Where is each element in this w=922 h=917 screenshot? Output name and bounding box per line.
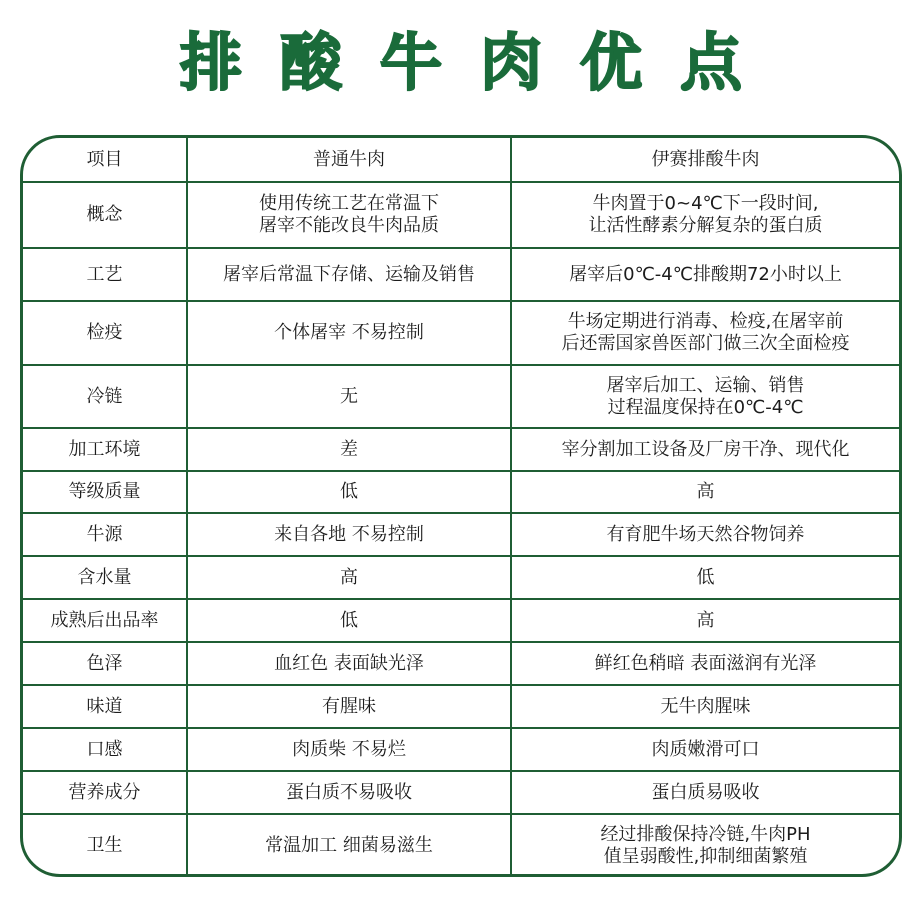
row-ordinary-beef	[187, 728, 511, 771]
cell-line: 蛋白质易吸收	[651, 781, 760, 803]
row-yisai-beef	[511, 513, 899, 556]
table-row	[23, 728, 899, 771]
cell-line: 宰分割加工设备及厂房干净、现代化	[561, 438, 850, 460]
row-yisai-beef	[511, 365, 899, 428]
row-item: 口感	[23, 728, 187, 771]
cell-line: 肉质嫩滑可口	[651, 738, 760, 760]
table-row	[23, 556, 899, 599]
row-yisai-beef	[511, 642, 899, 685]
row-ordinary-beef	[187, 182, 511, 248]
row-yisai-beef	[511, 428, 899, 471]
row-item: 营养成分	[23, 771, 187, 814]
table-row	[23, 814, 899, 876]
table-row	[23, 642, 899, 685]
cell-line: 后还需国家兽医部门做三次全面检疫	[561, 333, 850, 354]
cell-line: 屠宰后加工、运输、销售	[606, 374, 805, 396]
cell-line: 肉质柴 不易烂	[292, 738, 406, 760]
header-item: 项目	[23, 138, 187, 182]
row-ordinary-beef	[187, 365, 511, 428]
row-yisai-beef	[511, 771, 899, 814]
cell-line: 让活性酵素分解复杂的蛋白质	[588, 215, 823, 236]
cell-line: 无牛肉腥味	[660, 695, 751, 717]
row-item: 味道	[23, 685, 187, 728]
table-row	[23, 513, 899, 556]
row-item: 概念	[23, 182, 187, 248]
cell-line: 蛋白质不易吸收	[286, 781, 412, 803]
row-item: 牛源	[23, 513, 187, 556]
table-row	[23, 771, 899, 814]
row-yisai-beef	[511, 728, 899, 771]
cell-line: 值呈弱酸性,抑制细菌繁殖	[603, 845, 808, 867]
cell-line: 高	[696, 481, 715, 502]
cell-line: 屠宰后常温下存储、运输及销售	[223, 263, 475, 285]
row-item: 色泽	[23, 642, 187, 685]
cell-line: 屠宰不能改良牛肉品质	[259, 215, 439, 236]
table-row	[23, 685, 899, 728]
row-yisai-beef	[511, 814, 899, 876]
table-row	[23, 248, 899, 301]
row-ordinary-beef	[187, 599, 511, 642]
cell-line: 来自各地 不易控制	[274, 523, 424, 545]
table-row	[23, 599, 899, 642]
cell-line: 经过排酸保持冷链,牛肉PH	[600, 823, 811, 845]
row-ordinary-beef	[187, 428, 511, 471]
row-ordinary-beef	[187, 685, 511, 728]
row-yisai-beef	[511, 471, 899, 513]
row-item: 工艺	[23, 248, 187, 301]
row-ordinary-beef	[187, 248, 511, 301]
row-yisai-beef	[511, 248, 899, 301]
cell-line: 血红色 表面缺光泽	[274, 652, 424, 674]
row-ordinary-beef	[187, 471, 511, 513]
row-ordinary-beef	[187, 513, 511, 556]
comparison-table	[23, 138, 899, 876]
row-yisai-beef	[511, 556, 899, 599]
cell-line: 使用传统工艺在常温下	[259, 193, 439, 214]
cell-line: 鲜红色稍暗 表面滋润有光泽	[594, 652, 817, 674]
cell-line: 牛场定期进行消毒、检疫,在屠宰前	[567, 311, 844, 332]
header-yisai-beef: 伊赛排酸牛肉	[511, 138, 899, 182]
cell-line: 牛肉置于0~4℃下一段时间,	[592, 193, 819, 214]
row-ordinary-beef	[187, 301, 511, 365]
cell-line: 低	[696, 566, 715, 588]
row-item: 成熟后出品率	[23, 599, 187, 642]
row-ordinary-beef	[187, 771, 511, 814]
cell-line: 低	[340, 481, 358, 502]
row-ordinary-beef	[187, 814, 511, 876]
cell-line: 差	[340, 438, 358, 460]
cell-line: 过程温度保持在0℃-4℃	[607, 396, 804, 418]
cell-line: 屠宰后0℃-4℃排酸期72小时以上	[569, 263, 842, 285]
table-row	[23, 365, 899, 428]
comparison-table-frame	[20, 135, 902, 877]
row-ordinary-beef	[187, 556, 511, 599]
table-row	[23, 471, 899, 513]
row-item: 含水量	[23, 556, 187, 599]
table-header-row	[23, 138, 899, 182]
row-ordinary-beef	[187, 642, 511, 685]
row-item: 检疫	[23, 301, 187, 365]
row-item: 等级质量	[23, 471, 187, 513]
table-row	[23, 301, 899, 365]
cell-line: 高	[696, 609, 715, 631]
row-item: 冷链	[23, 365, 187, 428]
cell-line: 有腥味	[322, 695, 376, 717]
row-item: 卫生	[23, 814, 187, 876]
cell-line: 常温加工 细菌易滋生	[265, 834, 433, 856]
row-yisai-beef	[511, 685, 899, 728]
table-row	[23, 428, 899, 471]
table-row	[23, 182, 899, 248]
cell-line: 无	[340, 385, 358, 407]
row-yisai-beef	[511, 599, 899, 642]
cell-line: 低	[340, 609, 358, 631]
cell-line: 有育肥牛场天然谷物饲养	[606, 523, 805, 545]
cell-line: 个体屠宰 不易控制	[274, 322, 424, 343]
row-item: 加工环境	[23, 428, 187, 471]
row-yisai-beef	[511, 301, 899, 365]
row-yisai-beef	[511, 182, 899, 248]
page-title: 排酸牛肉优点	[179, 26, 780, 99]
header-ordinary-beef: 普通牛肉	[187, 138, 511, 182]
cell-line: 高	[340, 566, 358, 588]
